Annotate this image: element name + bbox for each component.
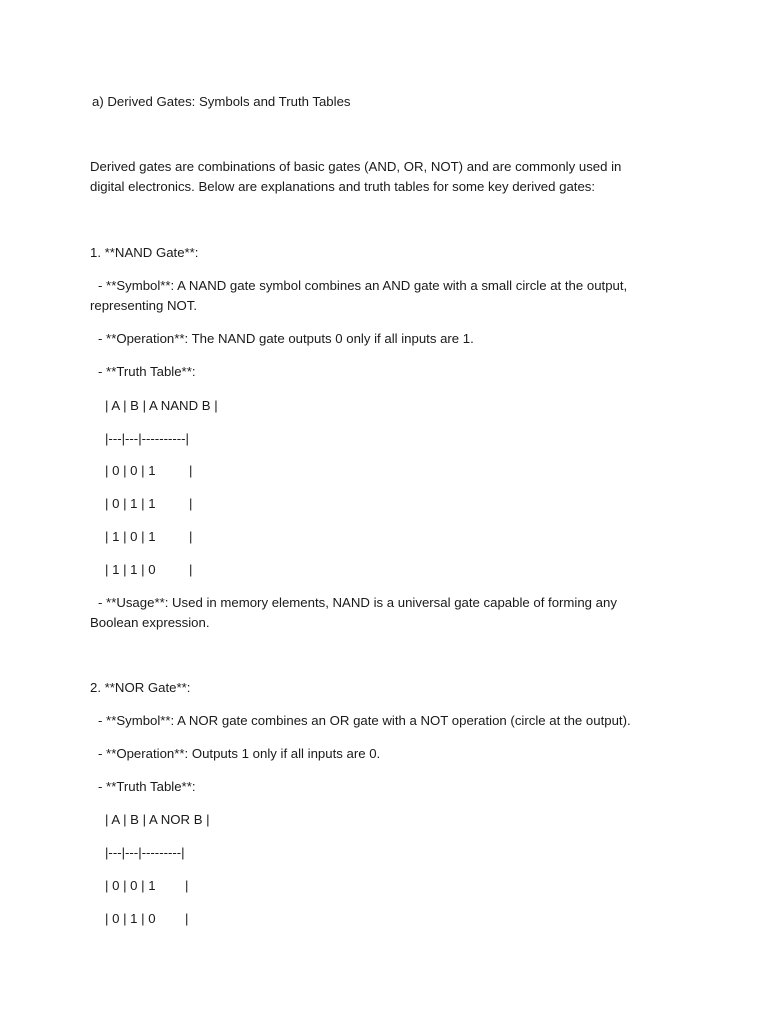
nor-section-title: 2. **NOR Gate**: [90,680,191,695]
nand-table-row: | 0 | 0 | 1 | [105,463,193,478]
nand-section-title: 1. **NAND Gate**: [90,245,199,260]
nand-operation-text: - **Operation**: The NAND gate outputs 0 only if all inputs are 1. [98,331,474,346]
nor-table-row: | 0 | 1 | 0 | [105,911,189,926]
intro-paragraph: Derived gates are combinations of basic gates (AND, OR, NOT) and are commonly used in digital electronics. Below are explanations and truth tables for some key derived gates: [90,159,622,194]
nor-symbol-text: - **Symbol**: A NOR gate combines an OR gate with a NOT operation (circle at the output). [98,713,631,728]
nand-table-divider: |---|---|----------| [105,431,189,446]
nand-symbol-text: - **Symbol**: A NAND gate symbol combines an AND gate with a small circle at the output, representing NOT. [90,278,628,313]
nand-usage-text: - **Usage**: Used in memory elements, NAND is a universal gate capable of forming any Boolean expression. [90,595,617,630]
nand-table-row: | 1 | 0 | 1 | [105,529,193,544]
nor-table-header: | A | B | A NOR B | [105,812,210,827]
nor-truth-table-label: - **Truth Table**: [98,779,196,794]
nand-table-row: | 0 | 1 | 1 | [105,496,193,511]
nand-table-row: | 1 | 1 | 0 | [105,562,193,577]
document-heading: a) Derived Gates: Symbols and Truth Tables [92,94,351,109]
nor-table-divider: |---|---|---------| [105,845,185,860]
nor-table-row: | 0 | 0 | 1 | [105,878,189,893]
nand-truth-table-label: - **Truth Table**: [98,364,196,379]
nand-table-header: | A | B | A NAND B | [105,398,218,413]
nor-operation-text: - **Operation**: Outputs 1 only if all inputs are 0. [98,746,381,761]
